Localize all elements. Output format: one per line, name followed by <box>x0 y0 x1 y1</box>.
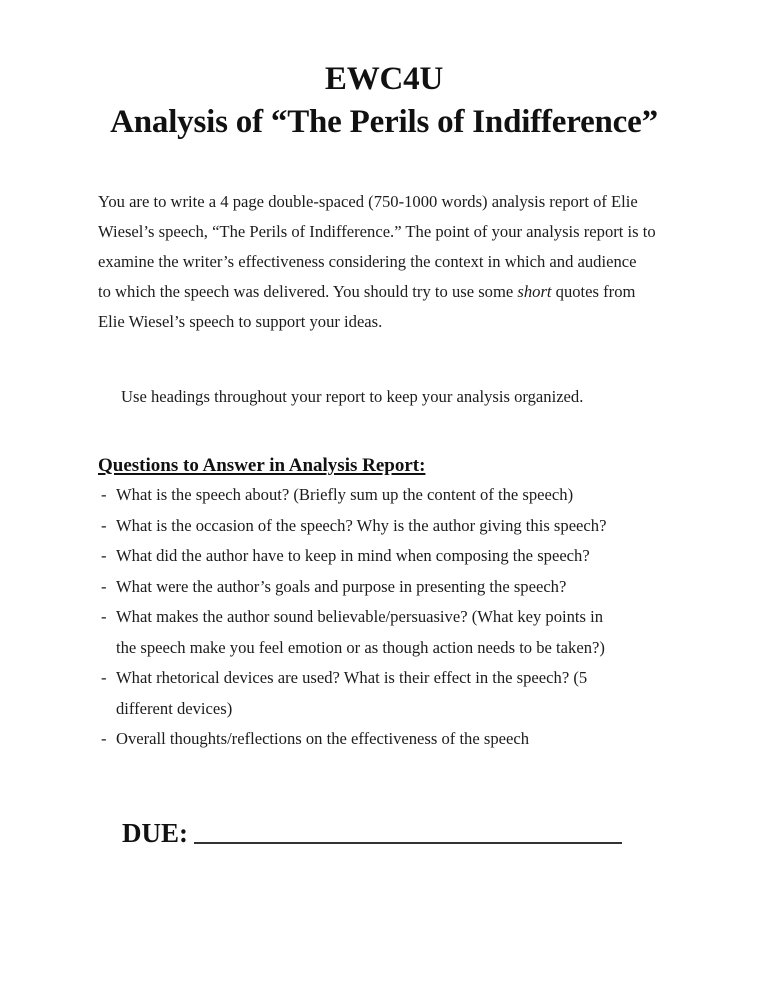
intro-line: Wiesel’s speech, “The Perils of Indifference.” The point of your analysis report is to <box>98 222 656 241</box>
question-text: different devices) <box>116 698 233 718</box>
intro-text: quotes from <box>551 282 636 301</box>
dash-bullet-icon: - <box>101 607 107 626</box>
questions-list <box>98 480 718 755</box>
question-text: Overall thoughts/reflections on the effectiveness of the speech <box>116 729 530 748</box>
question-text: What is the speech about? (Briefly sum up the content of the speech) <box>116 485 574 504</box>
question-item <box>98 480 718 511</box>
dash-bullet-icon: - <box>101 729 107 748</box>
question-item <box>98 602 718 663</box>
dash-bullet-icon: - <box>101 546 107 565</box>
title-block <box>0 58 768 144</box>
question-text: the speech make you feel emotion or as though action needs to be taken?) <box>116 637 605 657</box>
question-text: What rhetorical devices are used? What is their effect in the speech? (5 <box>116 668 588 687</box>
question-item <box>98 511 718 542</box>
questions-heading: Questions to Answer in Analysis Report: <box>98 455 426 476</box>
dash-bullet-icon: - <box>101 515 107 535</box>
question-item <box>98 724 718 755</box>
intro-line: You are to write a 4 page double-spaced (750-1000 words) analysis report of Elie <box>98 192 638 211</box>
intro-line: examine the writer’s effectiveness considering the context in which and audience <box>98 252 637 271</box>
question-item <box>98 541 718 572</box>
intro-line: Elie Wiesel’s speech to support your ideas. <box>98 312 383 331</box>
question-text: What is the occasion of the speech? Why is the author giving this speech? <box>116 515 607 535</box>
headings-note: Use headings throughout your report to keep your analysis organized. <box>121 387 584 406</box>
intro-paragraph <box>98 187 698 337</box>
intro-text: to which the speech was delivered. You should try to use some <box>98 282 518 301</box>
question-item <box>98 663 718 724</box>
due-label: DUE: <box>122 818 188 848</box>
question-text: What makes the author sound believable/persuasive? (What key points in <box>116 607 604 626</box>
dash-bullet-icon: - <box>101 485 107 504</box>
question-text: What were the author’s goals and purpose in presenting the speech? <box>116 576 567 596</box>
due-date-field <box>122 818 622 849</box>
dash-bullet-icon: - <box>101 576 107 596</box>
emphasis-short: short <box>517 282 552 301</box>
due-date-blank-line <box>194 842 622 844</box>
question-item <box>98 572 718 603</box>
dash-bullet-icon: - <box>101 668 107 687</box>
document-title: Analysis of “The Perils of Indifference” <box>110 104 658 140</box>
course-code: EWC4U <box>324 61 444 97</box>
intro-line <box>98 277 698 307</box>
question-text: What did the author have to keep in mind when composing the speech? <box>116 546 590 565</box>
